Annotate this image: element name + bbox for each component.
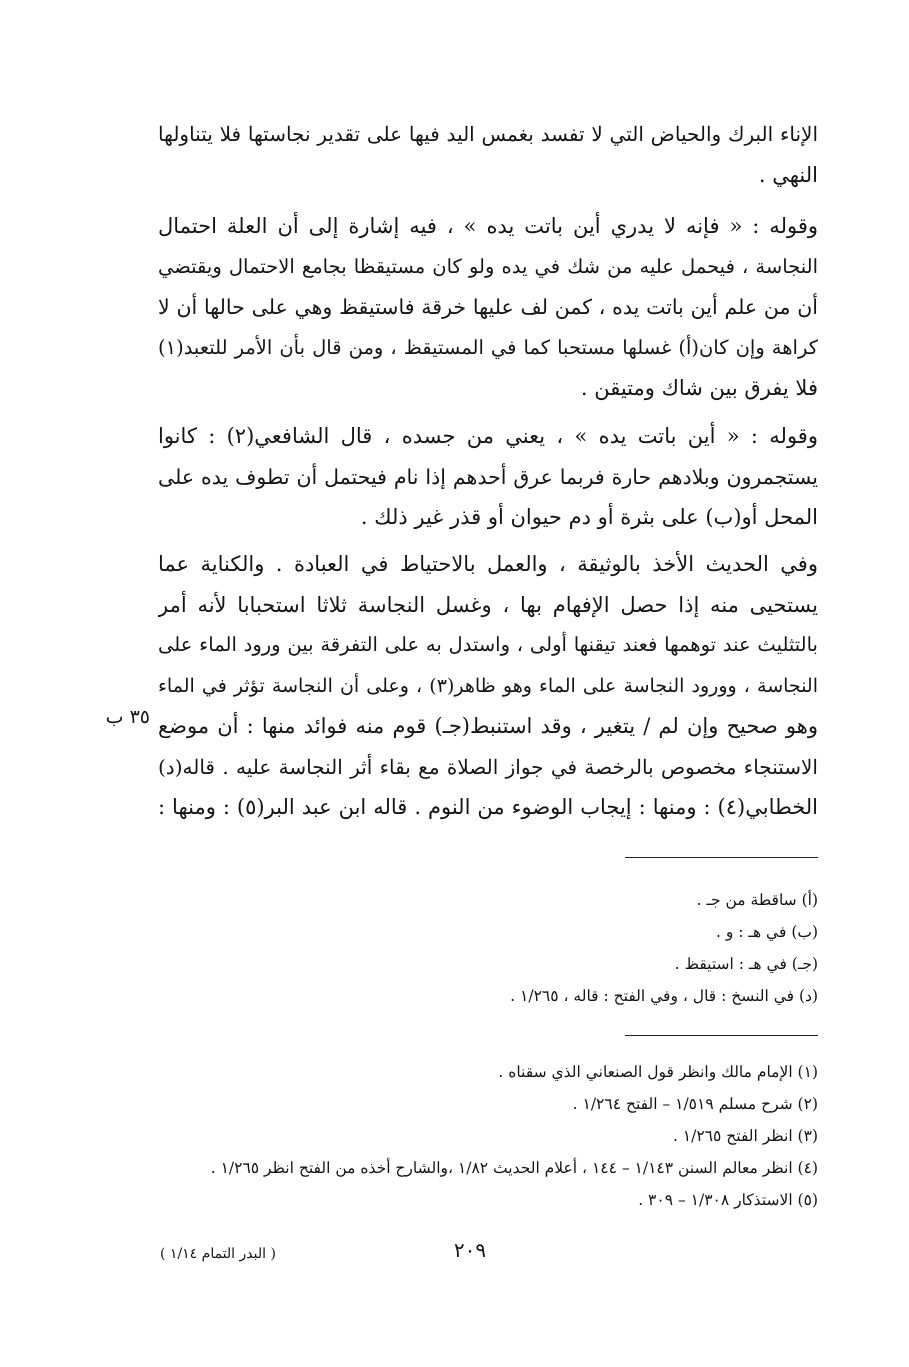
text-line: وفي الحديث الأخذ بالوثيقة ، والعمل بالاحتياط في العبادة . والكناية عما bbox=[158, 552, 818, 576]
running-footer: ( البدر التمام ١/١٤ ) bbox=[160, 1246, 276, 1262]
reference-note: (٢) شرح مسلم ١/٥١٩ – الفتح ١/٢٦٤ . bbox=[572, 1095, 818, 1113]
text-line: وقوله : « أين باتت يده » ، يعني من جسده ، قال الشافعي(٢) : كانوا bbox=[158, 424, 818, 448]
text-line: فلا يفرق بين شاك ومتيقن . bbox=[580, 376, 818, 400]
paragraph-2 bbox=[158, 206, 818, 409]
text-line: الإناء البرك والحياض التي لا تفسد بغمس اليد فيها على تقدير نجاستها فلا يتناولها bbox=[158, 122, 818, 146]
reference-note: (٤) انظر معالم السنن ١/١٤٣ – ١٤٤ ، أعلام الحديث ١/٨٢ ،والشارح أخذه من الفتح انظر ١/٢٦٥ . bbox=[210, 1159, 818, 1177]
paragraph-1 bbox=[158, 114, 818, 195]
variant-notes bbox=[158, 884, 818, 1012]
reference-notes bbox=[158, 1056, 818, 1216]
paragraph-4 bbox=[158, 544, 818, 828]
reference-note: (٣) انظر الفتح ١/٢٦٥ . bbox=[672, 1127, 818, 1145]
text-line: يستحيى منه إذا حصل الإفهام بها ، وغسل النجاسة ثلاثا استحبابا لأنه أمر bbox=[158, 592, 818, 617]
reference-note: (٥) الاستذكار ١/٣٠٨ – ٣٠٩ . bbox=[638, 1191, 818, 1209]
variant-note: (ب) في هـ : و . bbox=[716, 923, 818, 941]
variant-note: (د) في النسخ : قال ، وفي الفتح : قاله ، ١/٢٦٥ . bbox=[510, 987, 818, 1005]
text-line: المحل أو(ب) على بثرة أو دم حيوان أو قذر غير ذلك . bbox=[360, 505, 818, 529]
text-line: الاستنجاء مخصوص بالرخصة في جواز الصلاة مع بقاء أثر النجاسة عليه . قاله(د) bbox=[158, 754, 818, 779]
text-line: وهو صحيح وإن لم / يتغير ، وقد استنبط(جـ) قوم منه فوائد منها : أن موضع bbox=[158, 714, 818, 738]
text-line: كراهة وإن كان(أ) غسلها مستحبا كما في المستيقظ ، ومن قال بأن الأمر للتعبد(١) bbox=[158, 335, 818, 359]
text-line: وقوله : « فإنه لا يدري أين باتت يده » ، فيه إشارة إلى أن العلة احتمال bbox=[158, 214, 818, 238]
page-number: ٢٠٩ bbox=[453, 1238, 487, 1262]
variant-note: (أ) ساقطة من جـ . bbox=[696, 891, 818, 909]
footnote-divider bbox=[625, 1035, 818, 1036]
text-line: النجاسة ، فيحمل عليه من شك في يده ولو كان مستيقظا بجامع الاحتمال ويقتضي bbox=[158, 254, 818, 278]
paragraph-3 bbox=[158, 416, 818, 538]
manuscript-folio-marker: ٣٥ ب bbox=[105, 706, 150, 728]
text-line: النهي . bbox=[758, 162, 818, 187]
text-line: بالتثليث عند توهمها فعند تيقنها أولى ، واستدل به على التفرقة بين ورود الماء على bbox=[158, 633, 818, 656]
text-line: النجاسة ، وورود النجاسة على الماء وهو ظاهر(٣) ، وعلى أن النجاسة تؤثر في الماء bbox=[158, 674, 818, 697]
text-line: أن من علم أين باتت يده ، كمن لف عليها خرقة فاستيقظ وهي على حالها أن لا bbox=[158, 295, 818, 319]
reference-note: (١) الإمام مالك وانظر قول الصنعاني الذي سقناه . bbox=[498, 1063, 818, 1081]
text-line: الخطابي(٤) : ومنها : إيجاب الوضوء من النوم . قاله ابن عبد البر(٥) : ومنها : bbox=[158, 795, 818, 819]
variant-note: (جـ) في هـ : استيقظ . bbox=[674, 955, 818, 973]
footnote-divider bbox=[625, 857, 818, 858]
text-line: يستجمرون وبلادهم حارة فربما عرق أحدهم إذا نام فيحتمل أن تطوف يده على bbox=[158, 464, 818, 489]
